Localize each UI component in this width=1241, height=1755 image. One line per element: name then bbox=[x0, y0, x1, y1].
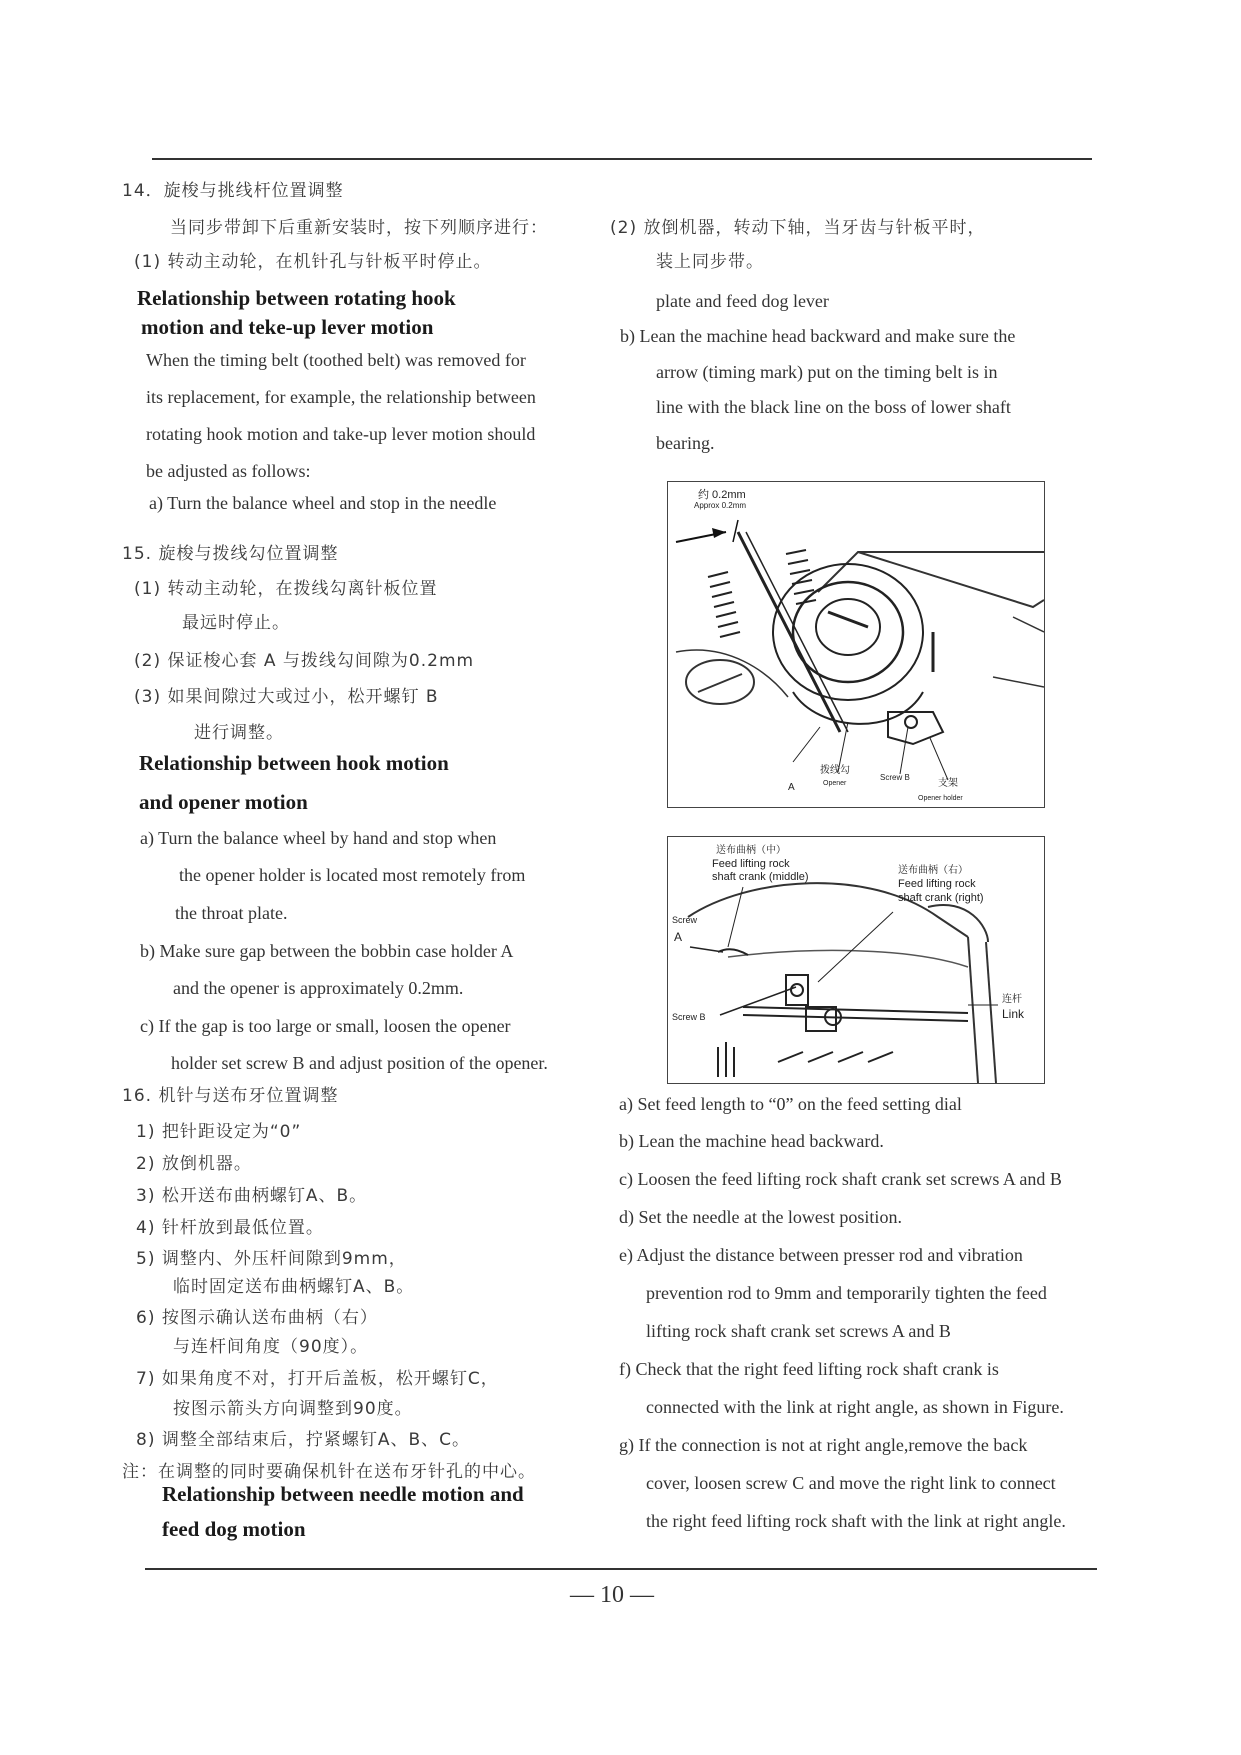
bobbin-case-a-label: A bbox=[788, 782, 795, 793]
section-16-note: 注：在调整的同时要确保机针在送布牙针孔的中心。 bbox=[122, 1462, 536, 1482]
top-rule bbox=[152, 158, 1092, 160]
screw-b-label: Screw B bbox=[880, 773, 910, 782]
section-14-item-b-line-3: line with the black line on the boss of lower shaft bbox=[656, 397, 1011, 417]
section-14-item-b-line-2: arrow (timing mark) put on the timing belt is in bbox=[656, 362, 998, 382]
section-15-heading-line-2: and opener motion bbox=[139, 790, 308, 814]
hook-opener-figure bbox=[667, 481, 1045, 808]
crank-right-label-en-1: Feed lifting rock bbox=[898, 878, 976, 890]
section-14-step-1: (1) 转动主动轮，在机针孔与针板平时停止。 bbox=[134, 252, 492, 272]
section-14-heading-line-1: Relationship between rotating hook bbox=[137, 286, 456, 310]
section-16-heading-line-1: Relationship between needle motion and bbox=[162, 1482, 524, 1506]
section-16-item-4: 4) 针杆放到最低位置。 bbox=[136, 1218, 324, 1238]
section-14-heading-line-2: motion and teke-up lever motion bbox=[141, 315, 434, 339]
section-14-paragraph-line-2: its replacement, for example, the relationship between bbox=[146, 387, 536, 407]
crank-middle-label-en-2: shaft crank (middle) bbox=[712, 871, 809, 883]
section-16-item-7b: 按图示箭头方向调整到90度。 bbox=[173, 1399, 413, 1419]
link-label-en: Link bbox=[1002, 1007, 1025, 1021]
opener-holder-label-zh: 支架 bbox=[938, 778, 958, 789]
section-16-item-8: 8) 调整全部结束后，拧紧螺钉A、B、C。 bbox=[136, 1430, 471, 1450]
section-14-step-2a: (2) 放倒机器，转动下轴，当牙齿与针板平时， bbox=[610, 218, 986, 238]
screw-a-label-1: Screw bbox=[672, 915, 698, 925]
screw-a-label-2: A bbox=[674, 930, 683, 944]
section-14-item-b-line-4: bearing. bbox=[656, 433, 715, 453]
section-16-item-1: 1) 把针距设定为“0” bbox=[136, 1122, 302, 1142]
section-15-item-c-line-2: holder set screw B and adjust position of the opener. bbox=[171, 1053, 548, 1073]
section-15-item-b-line-1: b) Make sure gap between the bobbin case holder A bbox=[140, 941, 514, 961]
gap-label-en: Approx 0.2mm bbox=[694, 501, 747, 510]
section-15-item-a-line-3: the throat plate. bbox=[175, 903, 288, 923]
section-15-item-b-line-2: and the opener is approximately 0.2mm. bbox=[173, 978, 464, 998]
section-14-paragraph-line-4: be adjusted as follows: bbox=[146, 461, 311, 481]
section-16-step-e-line-2: prevention rod to 9mm and temporarily tighten the feed bbox=[646, 1283, 1047, 1303]
section-15-heading-line-1: Relationship between hook motion bbox=[139, 751, 449, 775]
crank-middle-label-en-1: Feed lifting rock bbox=[712, 858, 790, 870]
section-16-item-6b: 与连杆间角度（90度）。 bbox=[173, 1337, 369, 1357]
section-16-item-5b: 临时固定送布曲柄螺钉A、B。 bbox=[173, 1277, 415, 1297]
section-14-paragraph-line-3: rotating hook motion and take-up lever motion should bbox=[146, 424, 536, 444]
bottom-rule bbox=[145, 1568, 1097, 1570]
crank-middle-label-zh: 送布曲柄（中） bbox=[716, 845, 786, 856]
section-16-item-2: 2) 放倒机器。 bbox=[136, 1154, 252, 1174]
feed-crank-link-figure bbox=[667, 836, 1045, 1084]
section-15-step-1a: (1) 转动主动轮，在拨线勾离针板位置 bbox=[134, 579, 438, 599]
section-16-step-e-line-1: e) Adjust the distance between presser rod and vibration bbox=[619, 1245, 1023, 1265]
opener-label-zh: 拨线勾 bbox=[820, 765, 850, 776]
section-15-item-a-line-2: the opener holder is located most remotely from bbox=[179, 865, 526, 885]
section-15-item-c-line-1: c) If the gap is too large or small, loosen the opener bbox=[140, 1016, 511, 1036]
section-14-item-b-line-1: b) Lean the machine head backward and make sure the bbox=[620, 326, 1016, 346]
section-15-step-1b: 最远时停止。 bbox=[182, 613, 290, 633]
section-16-step-e-line-3: lifting rock shaft crank set screws A and B bbox=[646, 1321, 951, 1341]
link-label-zh: 连杆 bbox=[1002, 994, 1022, 1005]
crank-right-label-en-2: shaft crank (right) bbox=[898, 892, 984, 904]
section-14-step-2b: 装上同步带。 bbox=[656, 252, 764, 272]
section-14-intro: 当同步带卸下后重新安装时，按下列顺序进行： bbox=[170, 218, 548, 238]
screw-b-label: Screw B bbox=[672, 1012, 706, 1022]
section-14-paragraph-line-1: When the timing belt (toothed belt) was removed for bbox=[146, 350, 526, 370]
section-16-item-7a: 7) 如果角度不对，打开后盖板，松开螺钉C， bbox=[136, 1369, 499, 1389]
crank-right-label-zh: 送布曲柄（右） bbox=[898, 865, 968, 876]
section-16-step-f-line-2: connected with the link at right angle, as shown in Figure. bbox=[646, 1397, 1064, 1417]
section-16-item-5a: 5) 调整内、外压杆间隙到9mm， bbox=[136, 1249, 407, 1269]
page-number: — 10 — bbox=[570, 1582, 654, 1608]
section-16-step-f-line-1: f) Check that the right feed lifting rock shaft crank is bbox=[619, 1359, 999, 1379]
opener-label-en: Opener bbox=[823, 780, 847, 787]
section-16-step-g-line-3: the right feed lifting rock shaft with the link at right angle. bbox=[646, 1511, 1066, 1531]
section-16-title: 16. 机针与送布牙位置调整 bbox=[122, 1086, 339, 1106]
section-14-title: 14．旋梭与挑线杆位置调整 bbox=[122, 181, 344, 201]
section-15-title: 15. 旋梭与拨线勾位置调整 bbox=[122, 544, 339, 564]
section-16-step-g-line-2: cover, loosen screw C and move the right link to connect bbox=[646, 1473, 1056, 1493]
section-16-step-g-line-1: g) If the connection is not at right angle,remove the back bbox=[619, 1435, 1028, 1455]
section-15-step-3a: (3) 如果间隙过大或过小，松开螺钉 B bbox=[134, 687, 439, 707]
opener-holder-label-en: Opener holder bbox=[918, 795, 963, 802]
gap-label-zh: 约 0.2mm bbox=[698, 489, 746, 501]
section-16-item-6a: 6) 按图示确认送布曲柄（右） bbox=[136, 1308, 378, 1328]
section-14-item-a: a) Turn the balance wheel and stop in the needle bbox=[149, 493, 497, 513]
section-16-step-a: a) Set feed length to “0” on the feed setting dial bbox=[619, 1094, 962, 1114]
section-15-step-2: (2) 保证梭心套 A 与拨线勾间隙为0.2mm bbox=[134, 651, 475, 671]
section-16-step-d: d) Set the needle at the lowest position. bbox=[619, 1207, 902, 1227]
section-15-item-a-line-1: a) Turn the balance wheel by hand and stop when bbox=[140, 828, 497, 848]
section-15-step-3b: 进行调整。 bbox=[194, 723, 284, 743]
section-16-heading-line-2: feed dog motion bbox=[162, 1517, 306, 1541]
section-16-step-b: b) Lean the machine head backward. bbox=[619, 1131, 884, 1151]
section-16-item-3: 3) 松开送布曲柄螺钉A、B。 bbox=[136, 1186, 368, 1206]
section-14-item-a-continued: plate and feed dog lever bbox=[656, 291, 829, 311]
section-16-step-c: c) Loosen the feed lifting rock shaft crank set screws A and B bbox=[619, 1169, 1062, 1189]
